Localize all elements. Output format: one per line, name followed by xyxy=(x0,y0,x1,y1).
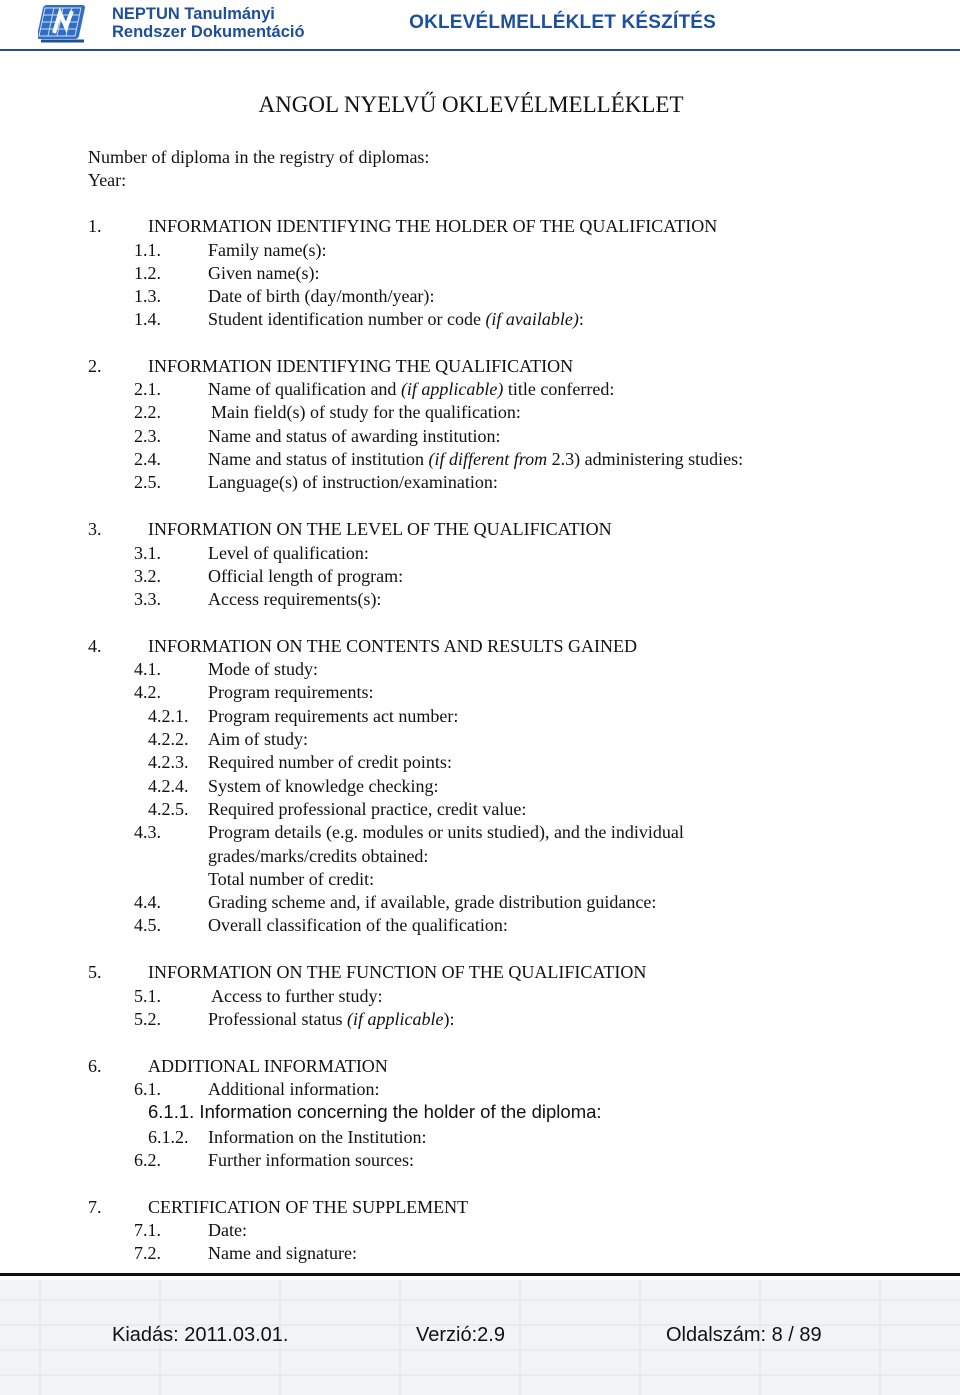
section-number: 1. xyxy=(88,216,102,236)
item-label: System of knowledge checking: xyxy=(208,776,439,796)
item-number: 5.1. xyxy=(134,986,161,1006)
brand-name xyxy=(112,5,305,41)
page-title: ANGOL NYELVŰ OKLEVÉLMELLÉKLET xyxy=(258,92,684,117)
item-label: Family name(s): xyxy=(208,240,327,260)
item-number: 5.2. xyxy=(134,1009,161,1029)
item-number: 4.2.1. xyxy=(148,706,189,726)
item-label-continuation: grades/marks/credits obtained: xyxy=(208,846,429,866)
item-number: 1.4. xyxy=(134,309,161,329)
diploma-number-line: Number of diploma in the registry of diplomas: xyxy=(88,147,430,167)
item-label: Mode of study: xyxy=(208,659,318,679)
item-label: Additional information: xyxy=(208,1079,380,1099)
item-label: Access requirements(s): xyxy=(208,589,382,609)
item-number: 4.4. xyxy=(134,892,161,912)
section-title: INFORMATION ON THE LEVEL OF THE QUALIFICATION xyxy=(148,519,612,539)
item-number: 4.2.5. xyxy=(148,799,189,819)
item-label: Aim of study: xyxy=(208,729,309,749)
item-number: 4.3. xyxy=(134,822,161,842)
section-number: 5. xyxy=(88,962,102,982)
item-label: Date: xyxy=(208,1220,247,1240)
section-number: 6. xyxy=(88,1056,102,1076)
item-label: Grading scheme and, if available, grade distribution guidance: xyxy=(208,892,657,912)
item-label: Professional status (if applicable): xyxy=(208,1009,455,1029)
brand-line2: Rendszer Dokumentáció xyxy=(112,23,305,41)
item-number: 3.2. xyxy=(134,566,161,586)
item-label: Official length of program: xyxy=(208,566,404,586)
release-date: Kiadás: 2011.03.01. xyxy=(112,1324,289,1346)
item-label: Name and status of awarding institution: xyxy=(208,426,501,446)
item-number: 7.2. xyxy=(134,1243,161,1263)
section-title: INFORMATION IDENTIFYING THE HOLDER OF THE QUALIFICATION xyxy=(148,216,718,236)
item-number: 2.2. xyxy=(134,402,161,422)
header-divider xyxy=(0,49,960,51)
footer-divider xyxy=(0,1273,960,1276)
item-label: Level of qualification: xyxy=(208,543,369,563)
item-label: Program requirements: xyxy=(208,682,374,702)
item-label: Required number of credit points: xyxy=(208,752,452,772)
item-number: 1.3. xyxy=(134,286,161,306)
item-number: 7.1. xyxy=(134,1220,161,1240)
section-number: 3. xyxy=(88,519,102,539)
list-item-holder-info: 6.1.1. Information concerning the holder of the diploma: xyxy=(148,1101,602,1122)
item-number: 4.2.3. xyxy=(148,752,189,772)
item-label: Program requirements act number: xyxy=(208,706,459,726)
section-1-heading xyxy=(0,215,942,237)
item-label: Main field(s) of study for the qualification: xyxy=(211,402,521,422)
item-number: 6.2. xyxy=(134,1150,161,1170)
item-label: Further information sources: xyxy=(208,1150,414,1170)
page-number: Oldalszám: 8 / 89 xyxy=(666,1324,822,1346)
item-number: 2.1. xyxy=(134,379,161,399)
page-header xyxy=(0,0,960,50)
item-number: 3.3. xyxy=(134,589,161,609)
item-number: 2.5. xyxy=(134,472,161,492)
section-title: CERTIFICATION OF THE SUPPLEMENT xyxy=(148,1197,469,1217)
item-label: Overall classification of the qualification: xyxy=(208,915,508,935)
item-number: 6.1. xyxy=(134,1079,161,1099)
year-line: Year: xyxy=(88,170,127,190)
brand-line1: NEPTUN Tanulmányi xyxy=(112,5,275,23)
item-number: 2.4. xyxy=(134,449,161,469)
item-number: 3.1. xyxy=(134,543,161,563)
section-number: 7. xyxy=(88,1197,102,1217)
item-number: 4.2. xyxy=(134,682,161,702)
item-number: 1.1. xyxy=(134,240,161,260)
item-label: Required professional practice, credit value: xyxy=(208,799,527,819)
section-title: INFORMATION IDENTIFYING THE QUALIFICATION xyxy=(148,356,574,376)
neptun-grid-logo-icon xyxy=(38,3,88,43)
item-label: Information on the Institution: xyxy=(208,1127,427,1147)
item-number: 4.2.4. xyxy=(148,776,189,796)
item-label: Name and signature: xyxy=(208,1243,357,1263)
section-number: 2. xyxy=(88,356,102,376)
item-number: 4.2.2. xyxy=(148,729,189,749)
section-number: 4. xyxy=(88,636,102,656)
item-label-continuation: Total number of credit: xyxy=(208,869,375,889)
item-number: 2.3. xyxy=(134,426,161,446)
item-number: 1.2. xyxy=(134,263,161,283)
item-label: Access to further study: xyxy=(211,986,383,1006)
document-title: OKLEVÉLMELLÉKLET KÉSZÍTÉS xyxy=(409,12,716,33)
item-number: 4.5. xyxy=(134,915,161,935)
item-label: Language(s) of instruction/examination: xyxy=(208,472,498,492)
item-label: Name of qualification and (if applicable) title conferred: xyxy=(208,379,615,399)
item-label: Program details (e.g. modules or units studied), and the individual xyxy=(208,822,684,842)
item-number: 4.1. xyxy=(134,659,161,679)
item-number: 6.1.2. xyxy=(148,1127,189,1147)
item-label: Date of birth (day/month/year): xyxy=(208,286,435,306)
section-title: INFORMATION ON THE CONTENTS AND RESULTS GAINED xyxy=(148,636,638,656)
item-label: Student identification number or code (if available): xyxy=(208,309,584,329)
section-title: ADDITIONAL INFORMATION xyxy=(148,1056,388,1076)
section-title: INFORMATION ON THE FUNCTION OF THE QUALIFICATION xyxy=(148,962,647,982)
item-label: Name and status of institution (if different from 2.3) administering studies: xyxy=(208,449,744,469)
version-label: Verzió:2.9 xyxy=(416,1324,505,1346)
item-label: Given name(s): xyxy=(208,263,320,283)
